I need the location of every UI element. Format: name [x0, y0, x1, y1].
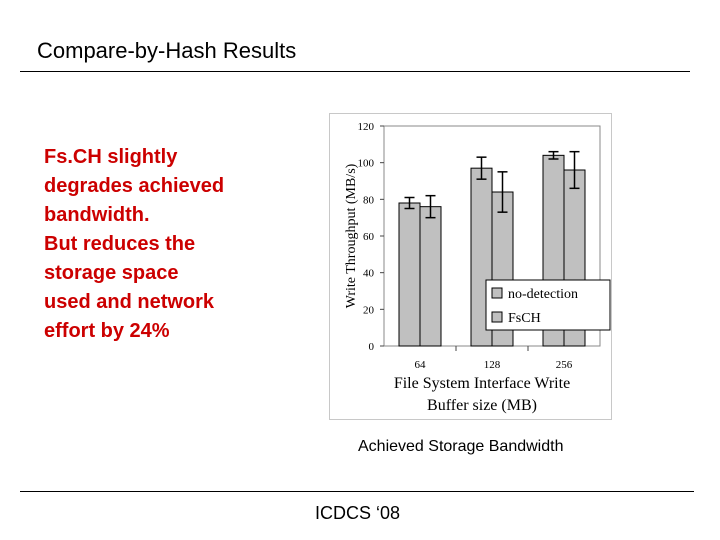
y-tick-label: 0 [368, 341, 374, 353]
y-tick-label: 60 [363, 231, 374, 243]
footer-text: ICDCS ‘08 [315, 503, 401, 523]
legend-label: no-detection [508, 287, 578, 302]
chart-caption: Achieved Storage Bandwidth [358, 438, 564, 455]
y-tick-label: 40 [363, 267, 374, 280]
x-axis-label: Buffer size (MB) [427, 397, 537, 414]
chart-frame [329, 113, 612, 420]
legend-label: FsCH [508, 311, 541, 326]
body-line: storage space [44, 262, 179, 284]
legend-swatch [492, 312, 502, 322]
x-axis-label: File System Interface Write [393, 375, 571, 392]
x-tick-label: 256 [555, 359, 573, 371]
x-tick-label: 64 [414, 359, 426, 371]
y-tick-label: 120 [357, 121, 374, 133]
y-axis-label: Write Throughput (MB/s) [344, 163, 359, 309]
footer-divider [20, 491, 694, 492]
body-line: bandwidth. [44, 204, 150, 226]
bar-no-detection [399, 203, 420, 346]
title-divider [20, 71, 690, 72]
body-line: Fs.CH slightly [44, 146, 178, 168]
x-tick-label: 128 [483, 359, 501, 371]
body-line: But reduces the [44, 233, 196, 255]
y-tick-label: 80 [363, 194, 374, 207]
y-tick-label: 20 [363, 304, 374, 317]
body-line: effort by 24% [44, 320, 170, 342]
legend-swatch [492, 288, 502, 298]
body-text [44, 143, 304, 346]
slide-title: Compare-by-Hash Results [37, 38, 297, 63]
y-tick-label: 100 [357, 157, 374, 170]
bar-FsCH [420, 207, 441, 346]
bar-chart [330, 114, 613, 421]
body-line: used and network [44, 291, 215, 313]
body-line: degrades achieved [44, 175, 225, 197]
